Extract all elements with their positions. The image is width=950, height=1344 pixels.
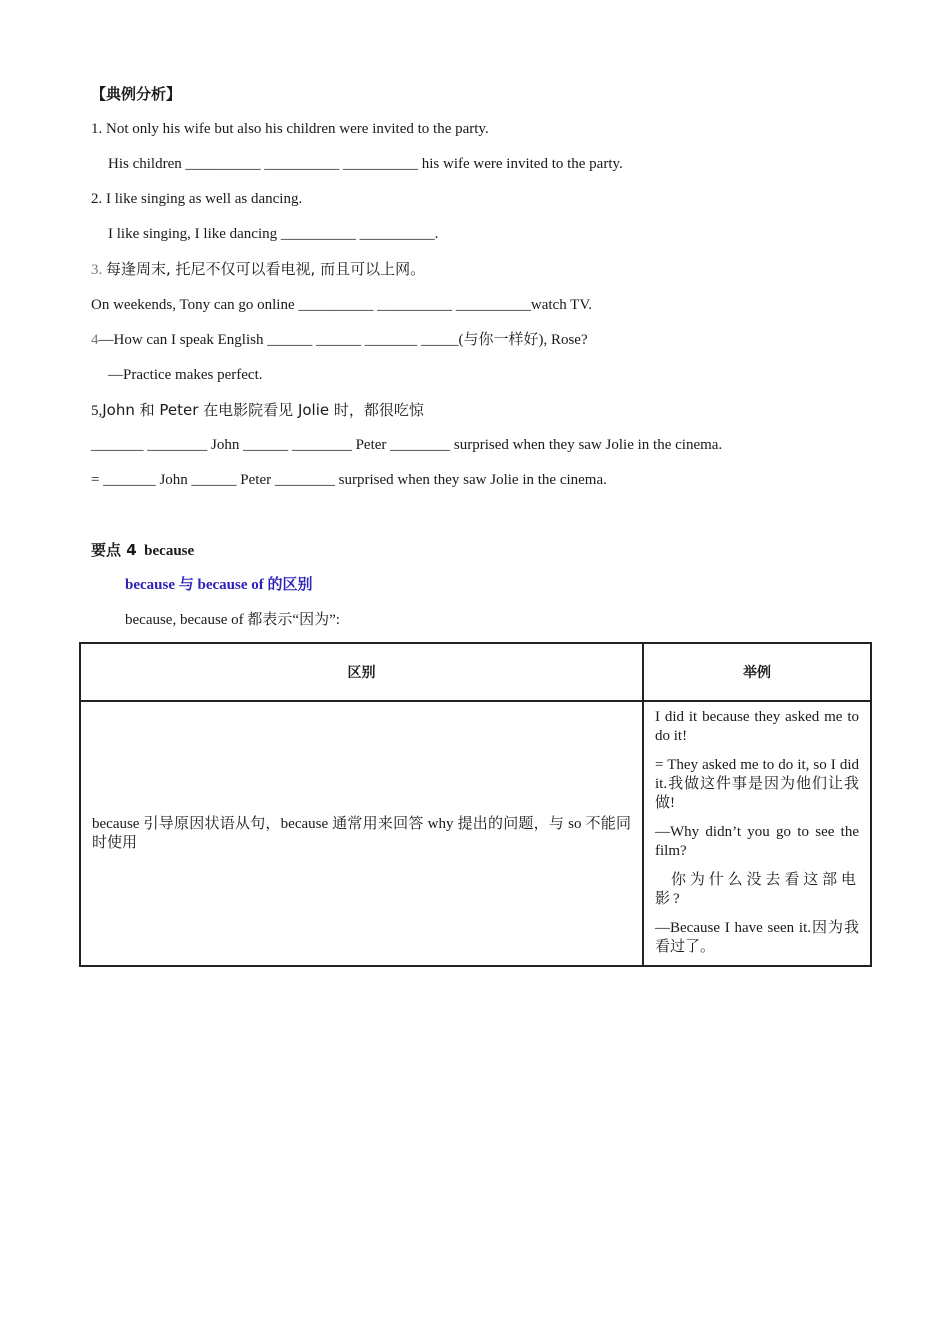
exercise-text: John 和 Peter 在电影院看见 Jolie 时，都很吃惊: [102, 401, 424, 419]
exercise-2-sentence: [91, 189, 302, 209]
exercise-5-sentence: [91, 400, 424, 421]
example-line: 你为什么没去看这部电影?: [655, 872, 859, 907]
point-heading: [91, 540, 194, 561]
header-difference: 区别: [80, 643, 643, 701]
exercise-text: His children __________ __________ __________ his wife were invited to the party.: [108, 156, 623, 172]
exercise-text: —How can I speak English ______ ______ _______ _____(与你一样好), Rose?: [98, 332, 588, 348]
point-subtitle: because 与 because of 的区别: [125, 577, 313, 593]
exercise-3-sentence: [91, 259, 425, 280]
exercise-number: 2.: [91, 191, 103, 207]
example-line: —Why didn’t you go to see the film?: [655, 824, 859, 859]
example-line: I did it because they asked me to do it!: [655, 709, 859, 744]
exercise-2-blank: [108, 224, 438, 244]
exercise-1-sentence: [91, 119, 489, 139]
point-keyword: because: [144, 543, 195, 559]
exercise-text: Not only his wife but also his children were invited to the party.: [106, 121, 489, 137]
examples-cell: [643, 701, 871, 966]
exercise-text: 每逢周末, 托尼不仅可以看电视, 而且可以上网。: [106, 260, 426, 278]
exercise-3-blank: [91, 295, 592, 315]
example-line: = They asked me to do it, so I did it.我做这件事是因为他们让我做!: [655, 757, 859, 811]
example-line: —Because I have seen it.因为我看过了。: [655, 920, 859, 955]
exercise-4-sentence: [91, 330, 588, 350]
exercise-4-reply: [108, 365, 263, 385]
exercise-number: 3.: [91, 262, 103, 278]
point-label: 要点 4: [91, 541, 137, 559]
header-examples: 举例: [643, 643, 871, 701]
exercise-number: 1.: [91, 121, 103, 137]
exercise-5-blank-1: [91, 435, 722, 455]
point-intro: because, because of 都表示“因为”:: [125, 612, 340, 628]
exercise-1-blank: [108, 154, 623, 174]
exercise-5-blank-2: [91, 470, 607, 490]
exercise-text: On weekends, Tony can go online __________ __________ __________watch TV.: [91, 297, 592, 313]
exercise-text: I like singing as well as dancing.: [106, 191, 303, 207]
exercise-text: _______ ________ John ______ ________ Peter ________ surprised when they saw Jolie in the cinema.: [91, 437, 723, 453]
exercise-text: = _______ John ______ Peter ________ surprised when they saw Jolie in the cinema.: [91, 472, 607, 488]
exercise-text: I like singing, I like dancing __________ __________.: [108, 226, 439, 242]
exercise-text: —Practice makes perfect.: [108, 367, 263, 383]
example-section-title: 【典例分析】: [91, 85, 182, 103]
comparison-table: [79, 642, 872, 967]
difference-cell: because 引导原因状语从句，because 通常用来回答 why 提出的问题，与 so 不能同时使用: [80, 701, 643, 966]
table-header-row: [80, 643, 871, 701]
table-row: [80, 701, 871, 966]
exercise-number: 4: [91, 332, 99, 348]
exercise-number: 5,: [91, 403, 103, 419]
